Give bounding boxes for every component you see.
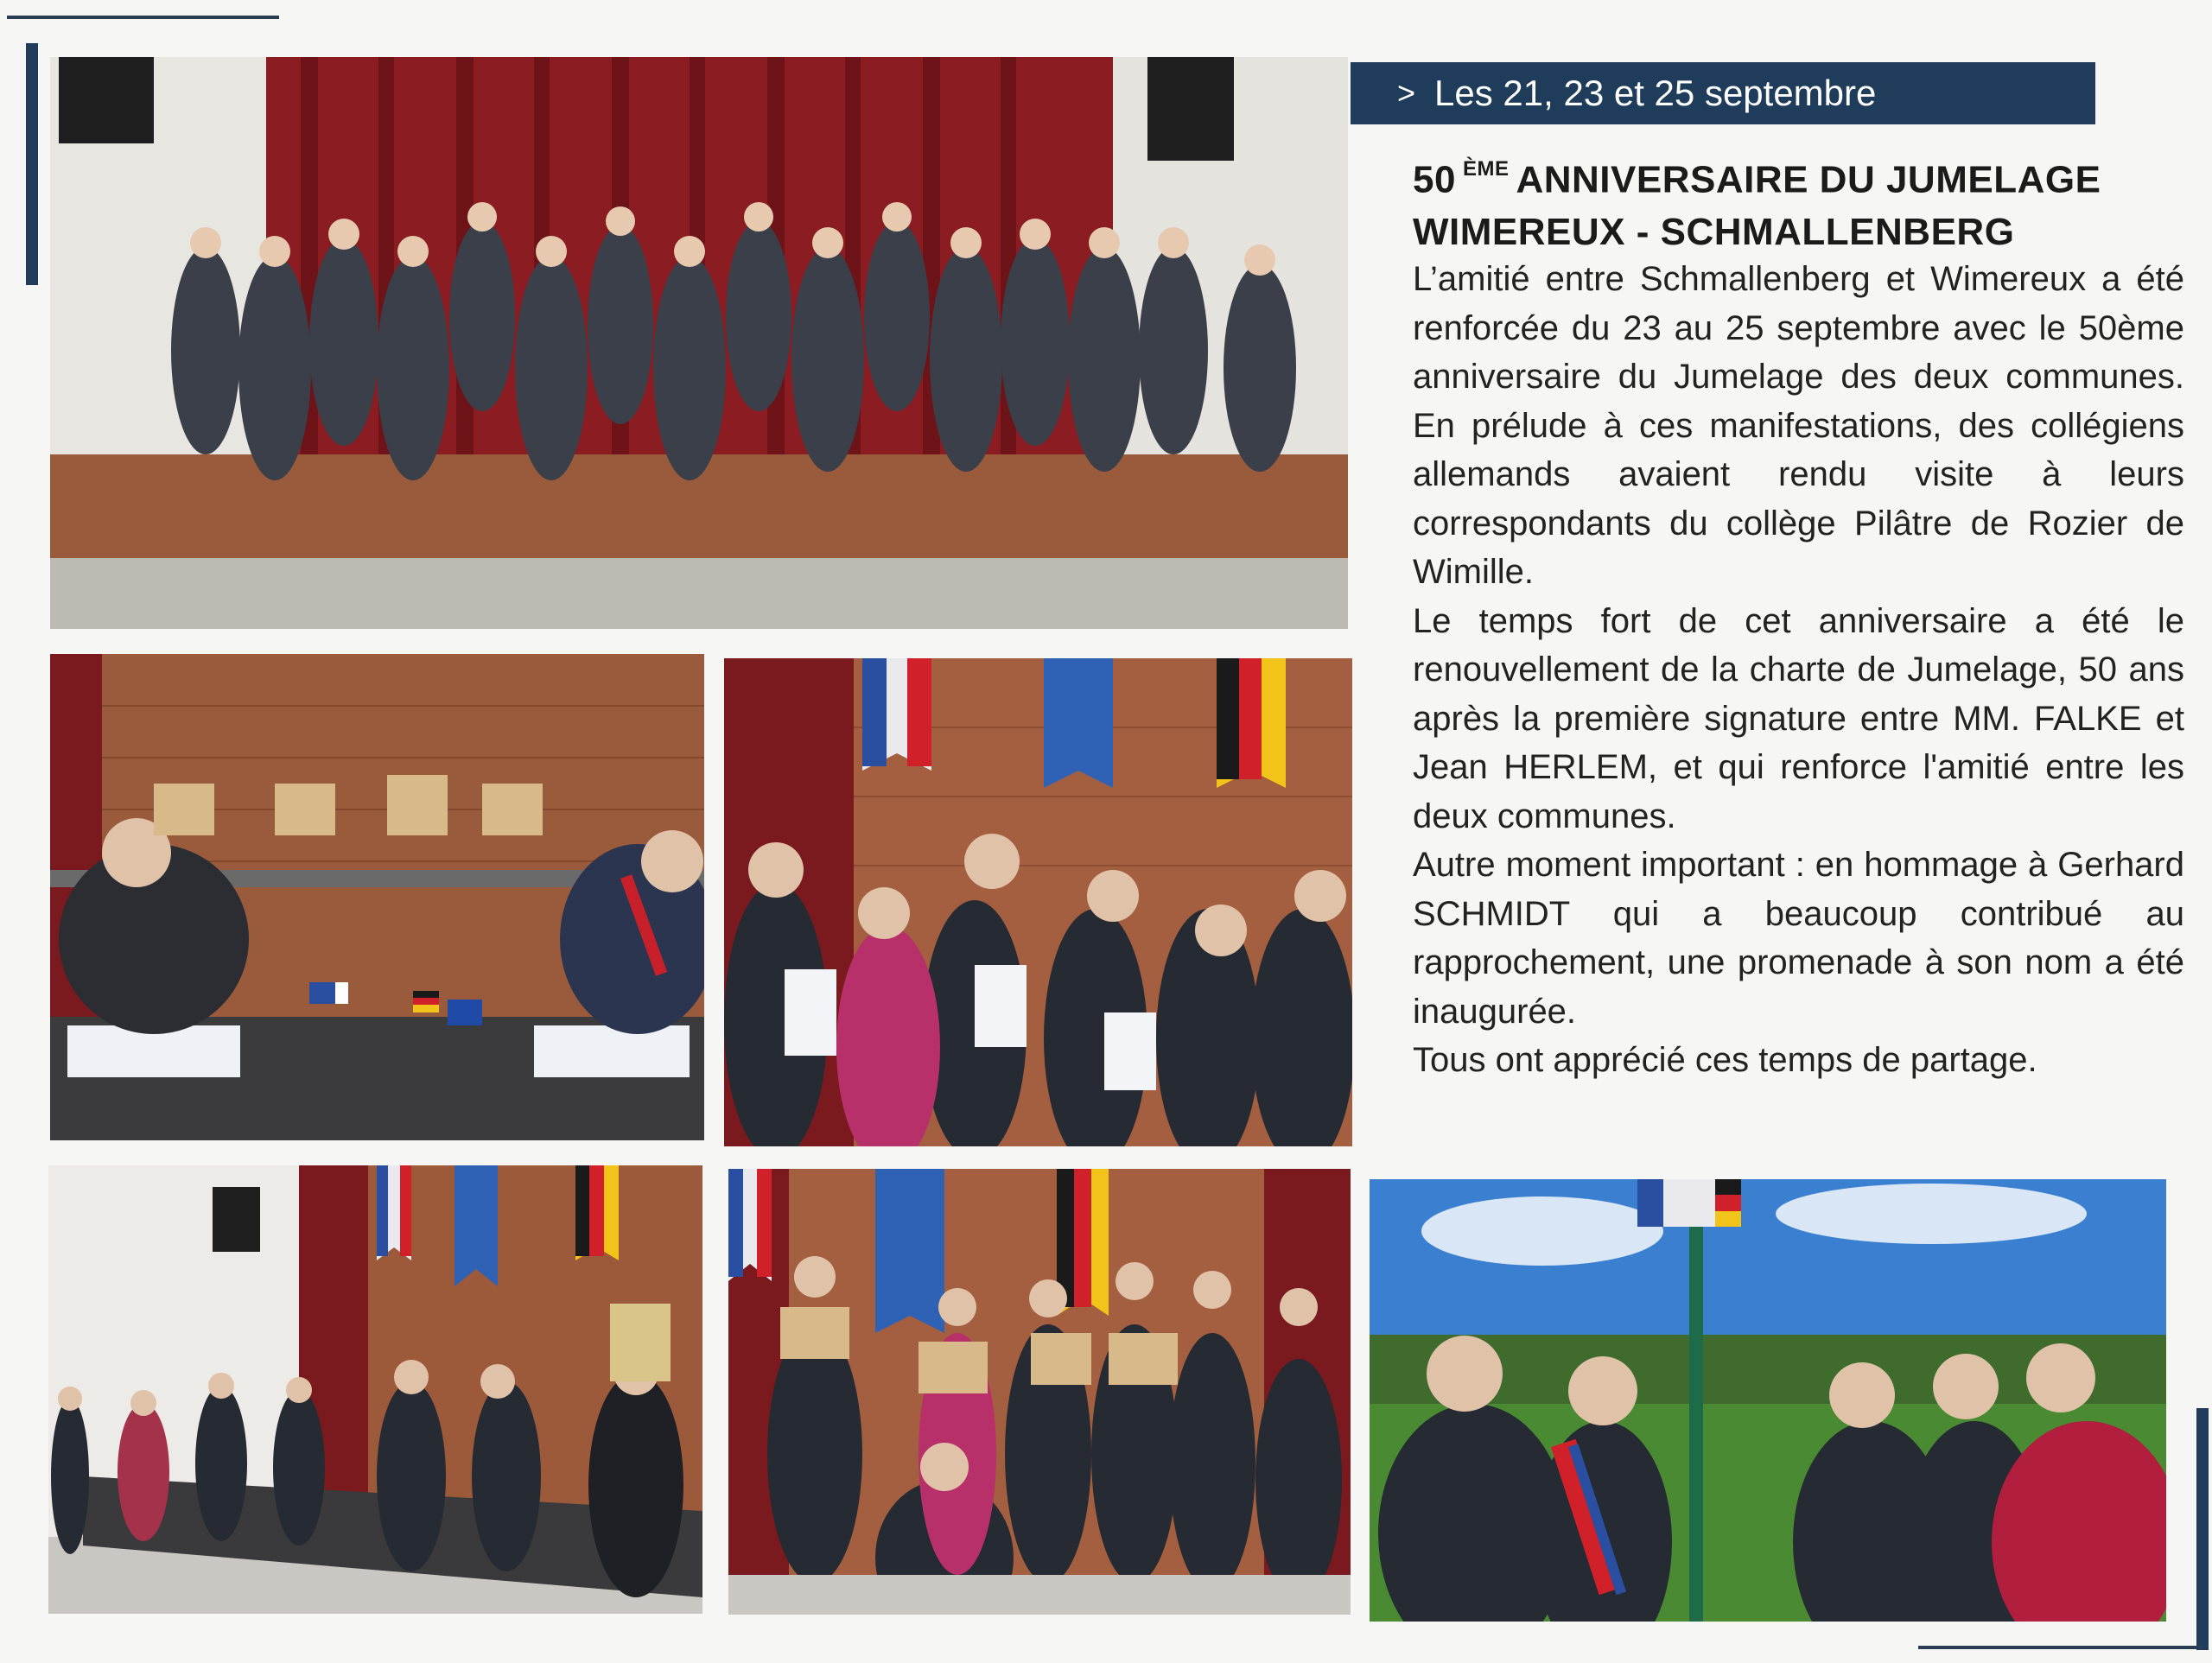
officials-charters-photo — [724, 658, 1352, 1146]
paragraph: Tous ont apprécié ces temps de partage. — [1413, 1041, 2037, 1079]
article-body — [1413, 255, 2184, 1085]
gift-baskets-photo — [728, 1169, 1351, 1615]
corner-frame-bottom — [1918, 1646, 2203, 1649]
paragraph: L’amitié entre Schmallenberg et Wimereux a été renforcée du 23 au 25 septembre avec le 50ème anniversaire du Jumelage des deux communes. En prélude à ces manifestations, des collégiens allemands avaient rendu visite à leurs correspondants du collège Pilâtre de Rozier de Wimille. — [1413, 260, 2184, 591]
corner-frame-top — [7, 16, 279, 19]
corner-frame-left — [26, 43, 38, 285]
paragraph: Autre moment important : en hommage à Gerhard SCHMIDT qui a beaucoup contribué au rapprochement, une promenade à son nom a été inaugurée. — [1413, 846, 2184, 1031]
date-banner — [1351, 62, 2095, 124]
title-line-1-rest: ANNIVERSAIRE DU JUMELAGE — [1516, 158, 2101, 201]
charter-signing-photo — [50, 654, 704, 1140]
group-photo — [50, 57, 1348, 629]
title-number: 50 — [1413, 158, 1456, 201]
chevron-right-icon: > — [1397, 75, 1416, 111]
date-label: Les 21, 23 et 25 septembre — [1434, 73, 1877, 113]
promenade-inauguration-photo — [1370, 1179, 2166, 1622]
title-line-2: WIMEREUX - SCHMALLENBERG — [1413, 210, 2015, 253]
ceremony-hall-photo — [48, 1165, 702, 1614]
article-title — [1413, 147, 2190, 258]
title-line-1 — [1413, 147, 2190, 206]
title-superscript: ÈME — [1462, 157, 1510, 181]
corner-frame-right — [2196, 1408, 2209, 1650]
paragraph: Le temps fort de cet anniversaire a été le renouvellement de la charte de Jumelage, 50 ans après la première signature entre MM. FALKE et Jean HERLEM, et qui renforce l'amitié entre les deux communes. — [1413, 601, 2184, 835]
